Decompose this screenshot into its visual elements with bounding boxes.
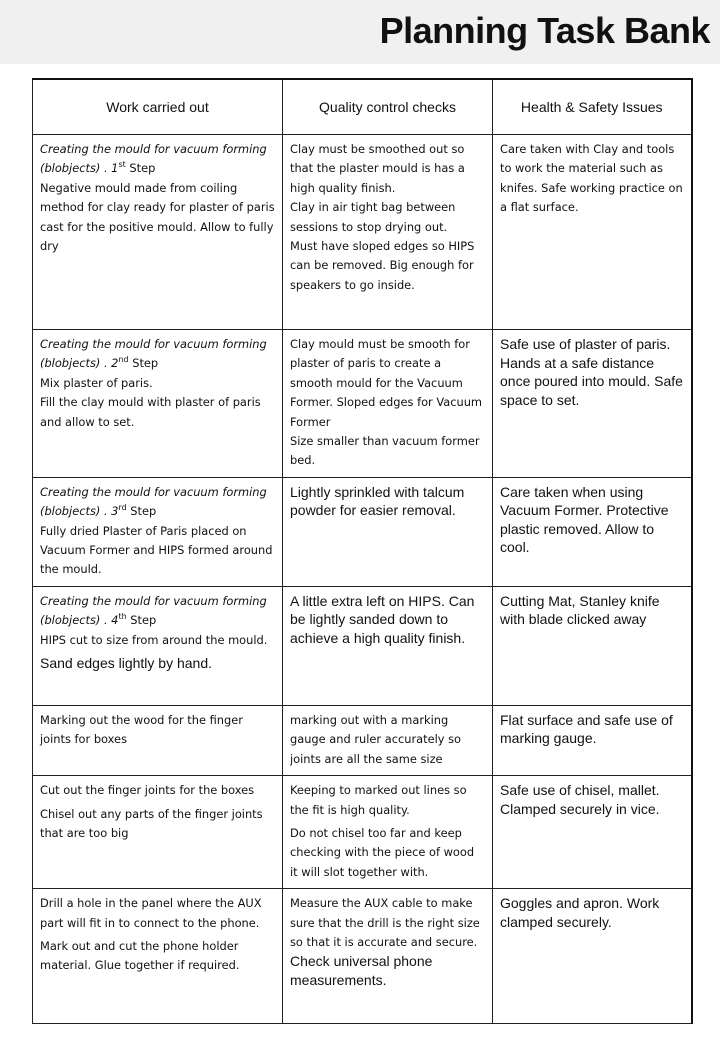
quality-cell [283, 135, 493, 330]
quality-text: marking out with a marking gauge and ruler accurately so joints are all the same size [290, 712, 462, 766]
quality-cell [283, 330, 493, 478]
table-row [33, 889, 692, 1024]
safety-cell [493, 705, 692, 775]
table-row [33, 330, 692, 478]
work-italic: Creating the mould for vacuum forming (blobjects) . 2 [40, 337, 267, 371]
quality-cell [283, 776, 493, 889]
header-work: Work carried out [33, 79, 283, 135]
quality-cell [283, 586, 493, 705]
work-text [40, 140, 275, 256]
quality-text: Lightly sprinkled with talcum powder for easier removal. [290, 483, 465, 519]
work-cell [33, 135, 283, 330]
table-row [33, 477, 692, 586]
step-word: Step [128, 356, 159, 371]
safety-cell [493, 477, 692, 586]
work-text [40, 335, 275, 432]
safety-text: Safe use of plaster of paris. Hands at a safe distance once poured into mould. Safe space to set. [500, 336, 683, 408]
work-cell [33, 705, 283, 775]
safety-cell [493, 135, 692, 330]
work-text-2: Chisel out any parts of the finger joints that are too big [40, 806, 263, 840]
work-body: Negative mould made from coiling method for clay ready for plaster of paris cast for the positive mould. Allow to fully dry [40, 180, 275, 254]
work-text-2: Mark out and cut the phone holder material. Glue together if required. [40, 938, 240, 973]
table-row [33, 776, 692, 889]
quality-text: Keeping to marked out lines so the fit is high quality. [290, 783, 467, 817]
work-italic: Creating the mould for vacuum forming (blobjects) . 3 [40, 484, 267, 519]
work-text: Drill a hole in the panel where the AUX part will fit in to connect to the phone. [40, 896, 262, 930]
work-cell [33, 776, 283, 889]
work-italic: Creating the mould for vacuum forming (blobjects) . 1 [40, 142, 267, 176]
table-row [33, 586, 692, 705]
work-text: Marking out the wood for the finger joints for boxes [40, 712, 243, 747]
quality-text-2: Do not chisel too far and keep checking with the piece of wood it will slot together with. [290, 825, 475, 879]
step-sup: st [118, 160, 126, 170]
step-word: Step [126, 504, 157, 519]
safety-text: Flat surface and safe use of marking gauge. [500, 711, 673, 747]
quality-text: A little extra left on HIPS. Can be lightly sanded down to achieve a high quality finish. [290, 592, 475, 646]
quality-text: Clay must be smoothed out so that the plaster mould is has a high quality finish. Clay in air tight bag between sessions to stop drying out. Must have sloped edges so HIPS can be removed. Big enough for speakers to go inside. [290, 142, 475, 292]
quality-text: Measure the AUX cable to make sure that the drill is the right size so that it is accurate and secure. [290, 896, 480, 949]
table-row [33, 705, 692, 775]
quality-text: Clay mould must be smooth for plaster of paris to create a smooth mould for the Vacuum Former. Sloped edges for Vacuum Former Size smaller than vacuum former bed. [290, 337, 483, 468]
safety-text: Safe use of chisel, mallet. Clamped securely in vice. [500, 782, 660, 817]
safety-cell [493, 330, 692, 478]
work-body: HIPS cut to size from around the mould. [40, 632, 268, 647]
safety-cell [493, 586, 692, 705]
quality-cell [283, 889, 493, 1024]
quality-cell [283, 705, 493, 775]
safety-text: Goggles and apron. Work clamped securely. [500, 895, 660, 930]
work-extra: Sand edges lightly by hand. [40, 655, 213, 672]
safety-cell [493, 776, 692, 889]
step-sup: th [118, 612, 127, 622]
quality-cell [283, 477, 493, 586]
work-cell [33, 586, 283, 705]
quality-extra: Check universal phone measurements. [290, 953, 433, 988]
step-sup: nd [118, 355, 129, 365]
work-cell [33, 330, 283, 478]
work-text [40, 483, 275, 580]
safety-text: Cutting Mat, Stanley knife with blade clicked away [500, 592, 660, 628]
work-text [40, 592, 275, 650]
header-safety: Health & Safety Issues [493, 79, 692, 135]
planning-table [32, 78, 693, 1024]
table-header-row [33, 79, 692, 135]
safety-text: Care taken with Clay and tools to work the material such as knifes. Safe working practice on a flat surface. [500, 142, 683, 215]
step-word: Step [125, 161, 156, 176]
work-cell [33, 889, 283, 1024]
work-italic: Creating the mould for vacuum forming (blobjects) . 4 [40, 593, 267, 628]
step-sup: rd [118, 503, 127, 513]
table-row [33, 135, 692, 330]
work-body: Fully dried Plaster of Paris placed on Vacuum Former and HIPS formed around the mould. [40, 523, 273, 577]
step-word: Step [126, 613, 157, 628]
header-quality: Quality control checks [283, 79, 493, 135]
work-text: Cut out the finger joints for the boxes [40, 783, 255, 798]
page-title: Planning Task Bank [379, 10, 710, 51]
work-cell [33, 477, 283, 586]
work-body: Mix plaster of paris. Fill the clay mould with plaster of paris and allow to set. [40, 375, 261, 429]
safety-cell [493, 889, 692, 1024]
safety-text: Care taken when using Vacuum Former. Protective plastic removed. Allow to cool. [500, 483, 669, 556]
